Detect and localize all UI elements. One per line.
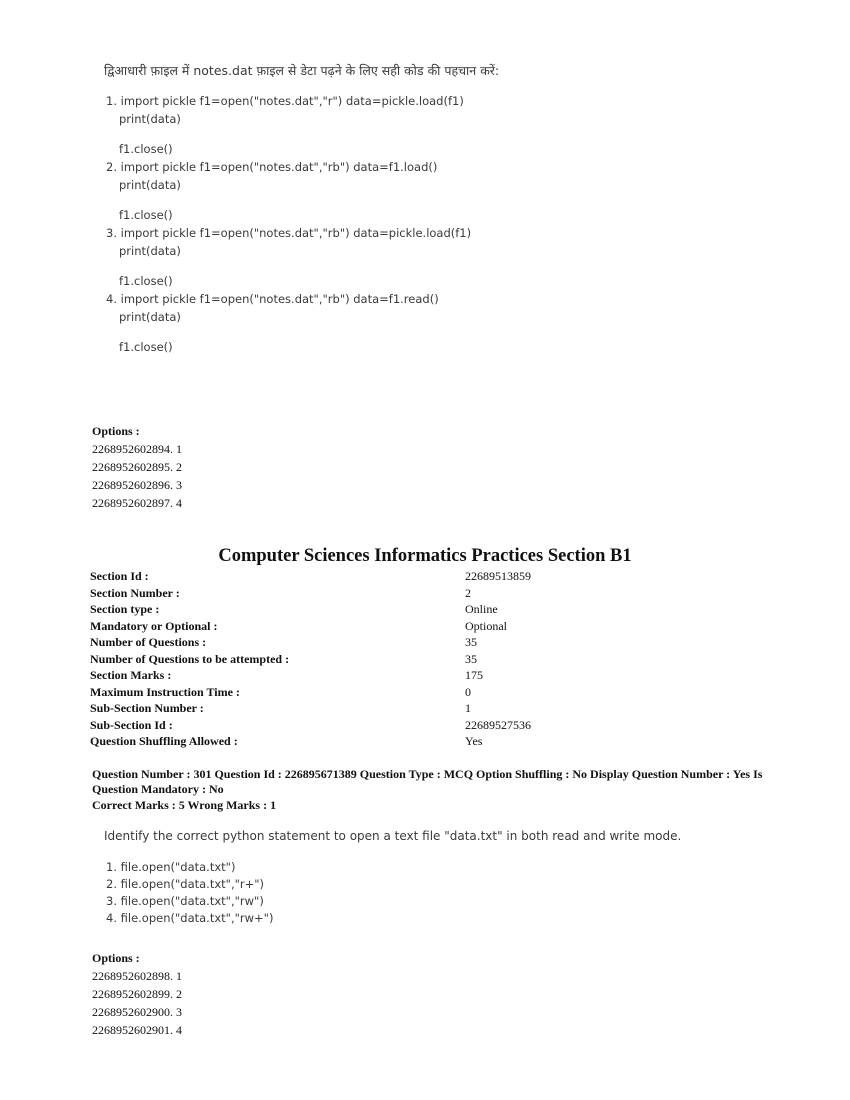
option-id: 2268952602900. 3	[92, 1005, 182, 1019]
code-line: f1.close()	[119, 340, 173, 354]
code-line: import pickle f1=open("notes.dat","rb") data=f1.read()	[120, 292, 439, 306]
option-id: 2268952602899. 2	[92, 987, 182, 1001]
meta-row	[90, 733, 665, 750]
answer-choice	[106, 290, 471, 356]
meta-value: 2	[465, 585, 471, 600]
meta-key: Sub-Section Id :	[90, 717, 173, 732]
meta-row	[90, 651, 665, 668]
meta-value: Optional	[465, 618, 507, 633]
code-line: print(data)	[119, 244, 181, 258]
meta-row	[90, 717, 665, 734]
meta-value: Yes	[465, 734, 483, 748]
code-line: import pickle f1=open("notes.dat","r") data=pickle.load(f1)	[120, 94, 464, 108]
meta-row	[90, 585, 665, 602]
meta-row	[90, 601, 665, 618]
option-id: 2268952602896. 3	[92, 478, 182, 492]
code-line: import pickle f1=open("notes.dat","rb") data=f1.load()	[120, 160, 438, 174]
choice-number: 1.	[106, 94, 117, 108]
meta-value: 0	[465, 684, 471, 699]
choice-number: 4.	[106, 292, 117, 306]
options-list	[92, 949, 182, 1039]
choice-number: 3.	[106, 226, 117, 240]
meta-row	[90, 667, 665, 684]
code-line: f1.close()	[119, 142, 173, 156]
meta-value: 22689513859	[465, 569, 531, 583]
section-title: Computer Sciences Informatics Practices Section B1	[218, 546, 632, 566]
meta-value: 22689527536	[465, 717, 531, 732]
meta-key: Section Marks :	[90, 668, 172, 682]
answer-choice: 4. file.open("data.txt","rw+")	[106, 911, 274, 925]
answer-choice	[106, 92, 471, 158]
options-label: Options :	[92, 951, 140, 965]
code-line: print(data)	[119, 112, 181, 126]
meta-row	[90, 568, 665, 585]
meta-key: Mandatory or Optional :	[90, 618, 218, 633]
answer-choice	[106, 224, 471, 290]
answer-choices-code	[106, 92, 471, 356]
question-marks: Correct Marks : 5 Wrong Marks : 1	[92, 798, 277, 812]
meta-key: Number of Questions to be attempted :	[90, 651, 290, 666]
option-id: 2268952602894. 1	[92, 442, 182, 456]
meta-value: 175	[465, 668, 483, 682]
option-id: 2268952602898. 1	[92, 969, 182, 983]
options-list	[92, 422, 182, 512]
answer-choice: 1. file.open("data.txt")	[106, 860, 236, 874]
meta-row	[90, 684, 665, 701]
option-id: 2268952602895. 2	[92, 460, 182, 474]
meta-key: Maximum Instruction Time :	[90, 684, 240, 699]
answer-choices	[106, 859, 273, 927]
meta-row	[90, 618, 665, 635]
question-header: Question Number : 301 Question Id : 226895671389 Question Type : MCQ Option Shuffling : No Display Question Number : Yes Is Question Mandatory : No	[92, 767, 763, 796]
option-id: 2268952602897. 4	[92, 496, 182, 510]
meta-value: Online	[465, 602, 498, 616]
meta-key: Sub-Section Number :	[90, 701, 204, 715]
answer-choice	[106, 158, 471, 224]
code-line: f1.close()	[119, 208, 173, 222]
code-line: f1.close()	[119, 274, 173, 288]
code-line: print(data)	[119, 178, 181, 192]
meta-value: 35	[465, 635, 477, 649]
meta-key: Section Number :	[90, 585, 180, 600]
meta-value: 35	[465, 651, 477, 666]
option-id: 2268952602901. 4	[92, 1023, 182, 1037]
code-line: import pickle f1=open("notes.dat","rb") data=pickle.load(f1)	[120, 226, 472, 240]
code-line: print(data)	[119, 310, 181, 324]
meta-key: Section Id :	[90, 569, 149, 583]
options-label: Options :	[92, 424, 140, 438]
meta-key: Question Shuffling Allowed :	[90, 734, 238, 748]
meta-key: Number of Questions :	[90, 635, 207, 649]
question-text-hindi: द्विआधारी फ़ाइल में notes.dat फ़ाइल से डेटा पढ़ने के लिए सही कोड की पहचान करें:	[104, 63, 500, 78]
section-meta-table	[90, 568, 665, 750]
meta-key: Section type :	[90, 602, 160, 616]
meta-row	[90, 700, 665, 717]
answer-choice: 2. file.open("data.txt","r+")	[106, 877, 265, 891]
question-text: Identify the correct python statement to open a text file "data.txt" in both read and write mode.	[104, 829, 682, 843]
meta-value: 1	[465, 701, 471, 715]
meta-row	[90, 634, 665, 651]
choice-number: 2.	[106, 160, 117, 174]
answer-choice: 3. file.open("data.txt","rw")	[106, 894, 264, 908]
